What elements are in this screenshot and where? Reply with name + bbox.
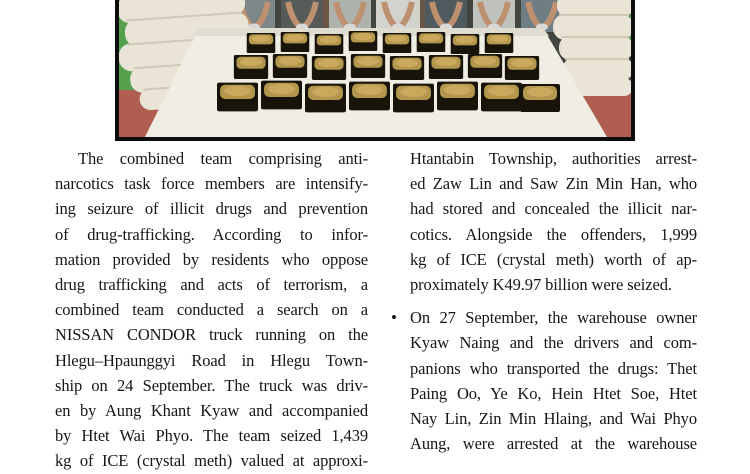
article-column-left	[55, 146, 368, 474]
text-line: cotics. Alongside the offenders, 1,999	[410, 224, 697, 244]
text-line: Nay Lin, Zin Min Hlaing, and Wai Phyo	[410, 409, 697, 429]
text-line: Htantabin Township, authorities arrest-	[410, 149, 697, 168]
text-line: The combined team comprising anti-	[78, 149, 368, 168]
paragraph	[55, 146, 368, 474]
text-line: drug trafficking and acts of terrorism, a	[55, 275, 368, 295]
article-photo	[115, 0, 635, 141]
seized-drugs-photo-illustration	[119, 0, 631, 137]
suspects-row	[233, 0, 563, 32]
text-line: On 27 September, the warehouse owner	[410, 308, 697, 328]
text-line: kg of ICE (crystal meth) worth of ap-	[410, 249, 697, 269]
text-line: en by Aung Khant Kyaw and accompanied	[55, 401, 368, 421]
text-line: combined team conducted a search on a	[55, 300, 368, 320]
text-line: Aung, were arrested at the warehouse	[410, 434, 697, 454]
paragraph	[388, 146, 697, 297]
text-line: mation provided by residents who oppose	[55, 249, 368, 269]
text-line: had stored and concealed the illicit nar-	[410, 199, 697, 219]
text-line: Kyaw Naing and the drivers and com-	[410, 333, 697, 353]
text-line: narcotics task force members are intensify-	[55, 174, 368, 194]
text-line: of drug-trafficking. According to infor-	[55, 224, 368, 244]
article-column-right	[388, 146, 697, 456]
text-line: NISSAN CONDOR truck running on the	[55, 325, 368, 345]
text-line: ing seizure of illicit drugs and prevention	[55, 199, 368, 219]
bulleted-paragraph	[388, 305, 697, 456]
text-line: ship on 24 September. The truck was driv-	[55, 375, 368, 395]
text-line: Paing Oo, Ye Ko, Hein Htet Soe, Htet	[410, 383, 697, 403]
text-line: ed Zaw Lin and Saw Zin Min Han, who	[410, 174, 697, 194]
text-line: proximately K49.97 billion were seized.	[410, 275, 672, 295]
bullet-marker: •	[391, 308, 397, 328]
text-line: by Htet Wai Phyo. The team seized 1,439	[55, 426, 368, 446]
text-line: panions who transported the drugs: Thet	[410, 358, 697, 378]
text-line: Hlegu–Hpaunggyi Road in Hlegu Town-	[55, 350, 368, 370]
text-line: kg of ICE (crystal meth) valued at approxi-	[55, 451, 368, 471]
